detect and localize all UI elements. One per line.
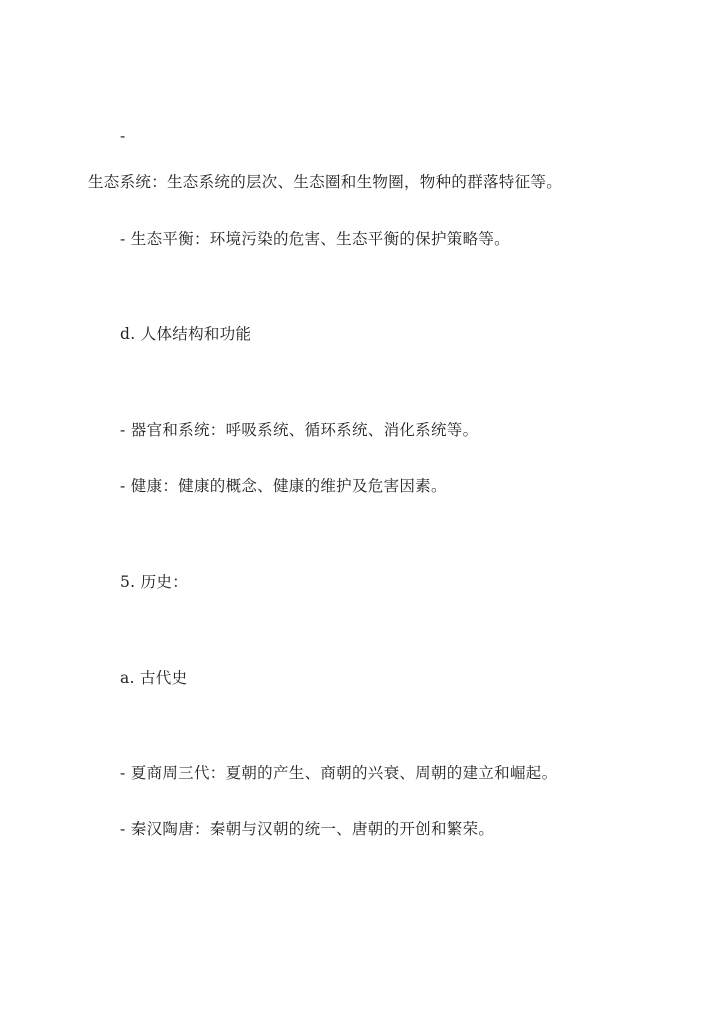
text-line: - 健康：健康的概念、健康的维护及危害因素。 [120,477,447,495]
text-line: - 夏商周三代：夏朝的产生、商朝的兴衰、周朝的建立和崛起。 [120,764,558,782]
section-heading: a. 古代史 [120,669,188,687]
text-line: - 器官和系统：呼吸系统、循环系统、消化系统等。 [120,421,479,439]
section-heading: d. 人体结构和功能 [120,325,252,343]
text-line: 生态系统：生态系统的层次、生态圈和生物圈，物种的群落特征等。 [88,173,563,191]
section-heading: 5. 历史： [120,573,189,591]
text-line: - 秦汉陶唐：秦朝与汉朝的统一、唐朝的开创和繁荣。 [120,820,495,838]
text-line: - [120,127,126,145]
text-line: - 生态平衡：环境污染的危害、生态平衡的保护策略等。 [120,230,510,248]
